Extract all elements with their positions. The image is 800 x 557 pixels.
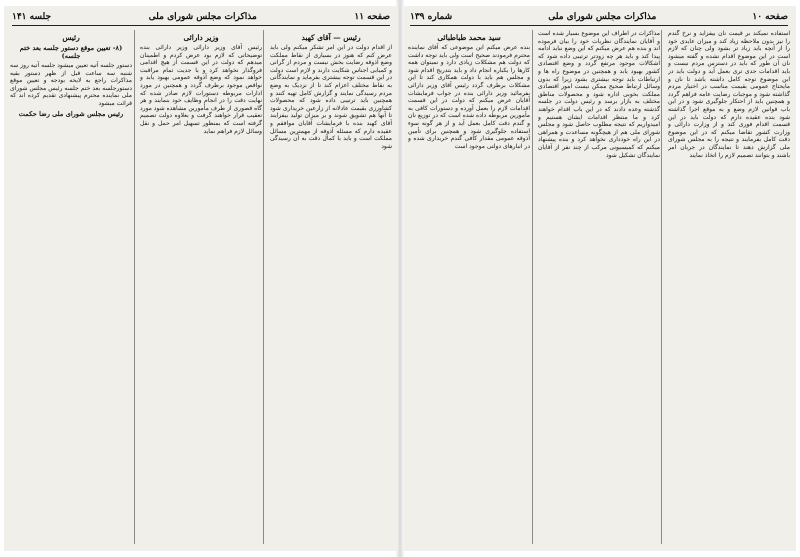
header-rule <box>12 25 390 26</box>
column-text: دستور جلسه آتیه تعیین میشود جلسه آتیه روز سه شنبه سه ساعت قبل از ظهر دستور بقیه مذاکرات راجع به لایحه بودجه و تعیین موقع دستورجلسه بعد ختم جلسه رئیس مجلس شورای ملی نماینده محترم پیشنهادی تقدیم کرده اند که قرائت میشود <box>10 62 132 107</box>
column-text: بنده عرض میکنم این موضوعی که آقای نماینده محترم فرمودند صحیح است ولی باید توجه داشت که دولت هم مشکلات زیادی دارد و نمیتوان همه کارها را یکباره انجام داد و باید بتدریج اقدام شود و مجلس هم باید با دولت همکاری کند تا این مشکلات برطرف گردد رئیس آقای وزیر دارائی بفرمائید وزیر دارائی بنده در جواب فرمایشات آقایان عرض میکنم که دولت در این قسمت اقدامات لازم را بعمل آورده و دستورات کافی به مأمورین مربوطه داده شده است که در توزیع نان و گندم دقت کامل بعمل آید و از هر گونه سوء استفاده جلوگیری شود و همچنین برای تأمین آذوقه عمومی مقدار کافی گندم خریداری شده و در انبارهای دولتی موجود است <box>408 44 530 150</box>
text-column <box>140 30 262 544</box>
column-divider <box>263 30 264 544</box>
column-divider <box>532 30 533 544</box>
text-column <box>538 30 660 544</box>
column-divider <box>661 30 662 544</box>
page-number: صفحه ۱۱ <box>354 12 390 22</box>
right-page <box>402 6 796 551</box>
signature-line: رئیس مجلس شورای ملی رضا حکمت <box>18 109 124 118</box>
text-column <box>270 30 392 544</box>
speaker-heading: وزیر دارائی <box>183 33 219 42</box>
column-text: رئیس آقای وزیر دارائی وزیر دارائی بنده توضیحاتی که لازم بود عرض کردم و اطمینان میدهم که دولت در این قسمت از هیچ اقدامی فروگذار نخواهد کرد و با جدیت تمام مراقبت خواهد نمود که وضع آذوقه عمومی بهبود یابد و نواقص موجود برطرف گردد و همچنین در مورد ادارات مربوطه دستورات لازم صادر شده که نهایت دقت را در انجام وظایف خود بنمایند و هر گاه قصوری از طرف مأمورین مشاهده شود مورد تعقیب قرار خواهند گرفت و بعلاوه دولت تصمیم گرفته است که بمنظور تسهیل امر حمل و نقل وسائل لازم فراهم نماید <box>140 44 262 135</box>
column-divider <box>134 30 135 544</box>
text-column <box>408 30 530 544</box>
left-page-header <box>12 10 390 24</box>
header-rule <box>410 25 788 26</box>
right-page-header <box>410 10 788 24</box>
text-column <box>668 30 790 544</box>
speaker-heading: رئیس — آقای کهبد <box>301 33 361 42</box>
column-text: مذاکرات در اطراف این موضوع بسیار شده است و آقایان نمایندگان نظریات خود را بیان فرموده اند و بنده هم عرض میکنم که این وضع نباید ادامه پیدا کند و باید هر چه زودتر ترتیبی داده شود که اشکالات موجود مرتفع گردد و وضع اقتصادی کشور بهبود یابد و همچنین در موضوع راه ها و ارتباطات باید توجه بیشتری بشود زیرا که بدون وسائل ارتباط صحیح ممکن نیست امور اقتصادی مملکت بخوبی اداره شود و محصولات مناطق مختلف به بازار برسد و رئیس دولت در جلسه گذشته وعده دادند که در این باب اقدام خواهند کرد و ما منتظر اقدامات ایشان هستیم و امیدواریم که نتیجه مطلوب حاصل شود و مجلس شورای ملی هم از هیچگونه مساعدت و همراهی در این راه خودداری نخواهد کرد و بنده پیشنهاد میکنم که کمیسیونی مرکب از چند نفر از آقایان نمایندگان تشکیل شود <box>538 30 660 159</box>
speaker-heading: رئیس <box>62 33 80 42</box>
column-text: از اقدام دولت در این امر تشکر میکنم ولی باید عرض کنم که هنوز در بسیاری از نقاط مملکت وضع آذوقه رضایت بخش نیست و مردم از گرانی و کمیابی اجناس شکایت دارند و لازم است دولت در این قسمت توجه بیشتری بفرماید و نمایندگانی به نقاط مختلف اعزام کند تا از نزدیک به وضع مردم رسیدگی نمایند و گزارش کامل تهیه کنند و همچنین باید ترتیبی داده شود که محصولات کشاورزی بقیمت عادلانه از زارعین خریداری شود تا آنها هم تشویق شوند و بر میزان تولید بیفزایند آقای کهبد بنده با فرمایشات آقایان موافقم و عقیده دارم که مسئله آذوقه از مهمترین مسائل مملکت است و باید با کمال دقت به آن رسیدگی شود <box>270 44 392 150</box>
page-number: صفحه ۱۰ <box>752 12 788 22</box>
text-column <box>10 30 132 180</box>
session-number: جلسه ۱۴۱ <box>12 12 52 22</box>
speaker-heading: سید محمد طباطبائی <box>437 33 501 42</box>
column-text: استفاده نمیکند بر قیمت نان بیفزاید و نرخ گندم را نیز بدون ملاحظه زیاد کند و میزان عایدی خود را از آنچه باید زیاد تر بشود ولی چنان که لازم است در این موضوع اقدام نشده و گفته میشود نان آن طور که باید در دسترس مردم نیست و باید اقدامات جدی تری بعمل آید و دولت باید در این موضوع توجه کامل داشته باشد تا نان و مایحتاج عمومی بقیمت مناسب در اختیار مردم گذاشته شود و موجبات رضایت عامه فراهم گردد و همچنین باید از احتکار جلوگیری شود و در این باب قوانین لازم وضع و به موقع اجرا گذاشته شود بنده عقیده دارم که دولت باید در این قسمت اقدام فوری کند و از وزارت دارائی و وزارت کشور تقاضا میکنم که در این موضوع دقت کامل بفرمایند و نتیجه را به مجلس شورای ملی گزارش دهند تا نمایندگان در جریان امر باشند و بتوانند تصمیم لازم را اتخاذ نمایند <box>668 30 790 159</box>
issue-number: شماره ۱۳۹ <box>410 12 453 22</box>
section-heading: (۸- تعیین موقع دستور جلسه بعد ختم جلسه) <box>19 44 123 60</box>
journal-title: مذاکرات مجلس شورای ملی <box>148 12 257 22</box>
journal-title: مذاکرات مجلس شورای ملی <box>548 12 657 22</box>
left-page <box>4 6 398 551</box>
